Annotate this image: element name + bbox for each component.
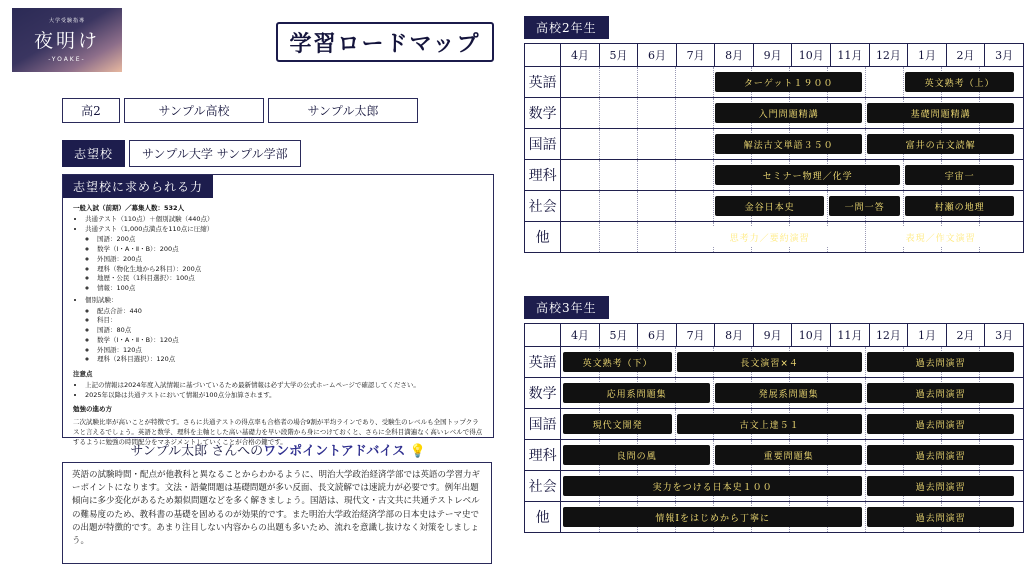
- grid-divider: [599, 191, 600, 221]
- roadmap-bar: 情報Ⅰをはじめから丁寧に: [563, 507, 862, 527]
- subject-label: 理科: [525, 160, 561, 191]
- subject-label: 数学: [525, 98, 561, 129]
- month-header: 9月: [753, 324, 792, 347]
- table-row: [525, 440, 1024, 471]
- corner-cell: [525, 44, 561, 67]
- logo-romanization: -YOAKE-: [48, 56, 86, 63]
- grid-divider: [903, 67, 904, 97]
- table-row: [525, 160, 1024, 191]
- grid-divider: [865, 502, 866, 532]
- month-header: 6月: [638, 44, 677, 67]
- subject-lane: [561, 129, 1024, 160]
- grid-divider: [865, 222, 866, 252]
- subject-lane: [561, 347, 1024, 378]
- grid-divider: [713, 98, 714, 128]
- list-item: ◦ 数学（Ⅰ・A・Ⅱ・B）：200点: [97, 245, 483, 255]
- grid-divider: [865, 471, 866, 501]
- subject-label: 他: [525, 502, 561, 533]
- list-item: ◦ 科目：: [97, 316, 483, 326]
- student-grade: 高2: [62, 98, 120, 123]
- roadmap-bar: 基礎問題精講: [867, 103, 1014, 123]
- grid-divider: [713, 191, 714, 221]
- grid-divider: [675, 67, 676, 97]
- month-header: 5月: [599, 324, 638, 347]
- month-header: 10月: [792, 44, 831, 67]
- roadmap-bar: 過去問演習: [867, 507, 1014, 527]
- roadmap-bar: 英文熟考（下）: [563, 352, 672, 372]
- roadmap-bar: 金谷日本史: [715, 196, 824, 216]
- aspiration-value: サンプル大学 サンプル学部: [129, 140, 301, 167]
- month-header: 1月: [908, 324, 947, 347]
- requirements-heading: 志望校に求められる力: [63, 175, 213, 198]
- grid-divider: [827, 191, 828, 221]
- grid-divider: [713, 440, 714, 470]
- subject-label: 国語: [525, 409, 561, 440]
- grid-divider: [713, 67, 714, 97]
- subject-lane: [561, 409, 1024, 440]
- subject-lane: [561, 160, 1024, 191]
- advice-title: [62, 440, 494, 459]
- requirements-sub-bullets: [85, 235, 483, 294]
- grid-divider: [599, 222, 600, 252]
- list-item: ◦ 数学（Ⅰ・A・Ⅱ・B）：120点: [97, 336, 483, 346]
- month-header: 2月: [946, 44, 985, 67]
- table-row: [525, 129, 1024, 160]
- table-header-row: [525, 44, 1024, 67]
- roadmap-bar: 長文演習×４: [677, 352, 862, 372]
- table-row: [525, 67, 1024, 98]
- notes-heading: 注意点: [73, 370, 93, 378]
- subject-label: 数学: [525, 378, 561, 409]
- list-item: ◦ 情報：100点: [97, 284, 483, 294]
- subject-label: 英語: [525, 67, 561, 98]
- grid-divider: [713, 160, 714, 190]
- roadmap-table: [524, 323, 1024, 533]
- aspiration-row: [62, 140, 301, 167]
- subject-lane: [561, 98, 1024, 129]
- roadmap-bar: 入門問題精講: [715, 103, 862, 123]
- list-item: ◦ 外国語：120点: [97, 346, 483, 356]
- requirements-panel: [62, 174, 494, 446]
- table-header-row: [525, 324, 1024, 347]
- list-item: • 共通テスト（1,000点満点を110点に圧縮）: [85, 225, 483, 235]
- roadmap-bar: 重要問題集: [715, 445, 862, 465]
- advice-title-mid: さんへの: [211, 444, 264, 459]
- roadmap-table: [524, 43, 1024, 253]
- roadmap-bar: 英文熟考（上）: [905, 72, 1014, 92]
- grid-divider: [865, 129, 866, 159]
- roadmap-label: 高校2年生: [524, 16, 609, 39]
- subject-label: 国語: [525, 129, 561, 160]
- grid-divider: [599, 98, 600, 128]
- grid-divider: [675, 222, 676, 252]
- month-header: 7月: [676, 44, 715, 67]
- grid-divider: [675, 347, 676, 377]
- grid-divider: [675, 191, 676, 221]
- month-header: 4月: [561, 324, 600, 347]
- grid-divider: [637, 129, 638, 159]
- grid-divider: [865, 347, 866, 377]
- grid-divider: [865, 67, 866, 97]
- corner-cell: [525, 324, 561, 347]
- month-header: 7月: [676, 324, 715, 347]
- lightbulb-icon: 💡: [409, 444, 426, 459]
- grid-divider: [903, 191, 904, 221]
- logo-title: 夜明け: [33, 30, 100, 52]
- roadmap-grade3: [524, 296, 1024, 533]
- roadmap-bar: 古文上達５１: [677, 414, 862, 434]
- list-item: • 2025年以降は共通テストにおいて情報が100点分加算されます。: [85, 391, 483, 401]
- grid-divider: [865, 409, 866, 439]
- roadmap-bar: 村瀬の地理: [905, 196, 1014, 216]
- logo-subtitle: 大学受験指導: [48, 18, 85, 24]
- grid-divider: [637, 98, 638, 128]
- roadmap-bar: 解法古文単語３５０: [715, 134, 862, 154]
- requirements-bullets: [73, 215, 483, 365]
- list-item: • 個別試験：: [85, 296, 483, 306]
- roadmap-bar: 思考力／要約演習: [677, 227, 862, 247]
- subject-lane: [561, 191, 1024, 222]
- month-header: 6月: [638, 324, 677, 347]
- month-header: 12月: [869, 324, 908, 347]
- grid-divider: [675, 129, 676, 159]
- table-row: [525, 502, 1024, 533]
- roadmap-bar: 過去問演習: [867, 445, 1014, 465]
- month-header: 5月: [599, 44, 638, 67]
- aspiration-label: 志望校: [62, 140, 125, 167]
- table-row: [525, 222, 1024, 253]
- list-item: ◦ 国語：80点: [97, 326, 483, 336]
- month-header: 8月: [715, 44, 754, 67]
- roadmap-bar: 実力をつける日本史１００: [563, 476, 862, 496]
- list-item: ◦ 理科（物化生地から2科目）：200点: [97, 265, 483, 275]
- roadmap-bar: 良問の風: [563, 445, 710, 465]
- month-header: 3月: [985, 44, 1024, 67]
- list-item: • 共通テスト（110点）＋個別試験（440点）: [85, 215, 483, 225]
- advice-student-name: サンプル太郎: [130, 444, 208, 459]
- subject-lane: [561, 440, 1024, 471]
- grid-divider: [713, 378, 714, 408]
- grid-divider: [865, 378, 866, 408]
- grid-divider: [637, 191, 638, 221]
- month-header: 1月: [908, 44, 947, 67]
- roadmap-label: 高校3年生: [524, 296, 609, 319]
- student-name: サンプル太郎: [268, 98, 418, 123]
- month-header: 10月: [792, 324, 831, 347]
- notes-list: [73, 381, 483, 401]
- roadmap-bar: 現代文開発: [563, 414, 672, 434]
- month-header: 11月: [831, 44, 870, 67]
- table-row: [525, 98, 1024, 129]
- roadmap-bar: 過去問演習: [867, 476, 1014, 496]
- subject-lane: [561, 67, 1024, 98]
- roadmap-grade2: [524, 16, 1024, 253]
- month-header: 2月: [946, 324, 985, 347]
- roadmap-bar: 発展系問題集: [715, 383, 862, 403]
- month-header: 3月: [985, 324, 1024, 347]
- grid-divider: [675, 409, 676, 439]
- roadmap-bar: 富井の古文読解: [867, 134, 1014, 154]
- roadmap-bar: ターゲット１９００: [715, 72, 862, 92]
- roadmap-bar: 応用系問題集: [563, 383, 710, 403]
- roadmap-bar: 宇宙一: [905, 165, 1014, 185]
- roadmap-bar: 表現／作文演習: [867, 227, 1014, 247]
- roadmap-bar: セミナー物理／化学: [715, 165, 900, 185]
- list-item: ◦ 配点合計：440: [97, 307, 483, 317]
- grid-divider: [637, 67, 638, 97]
- list-item: • 上記の情報は2024年度入試情報に基づいているため最新情報は必ず大学の公式ホームページで確認してください。: [85, 381, 483, 391]
- list-item: ◦ 外国語：200点: [97, 255, 483, 265]
- subject-lane: [561, 502, 1024, 533]
- table-row: [525, 378, 1024, 409]
- roadmap-bar: 過去問演習: [867, 352, 1014, 372]
- month-header: 4月: [561, 44, 600, 67]
- advice-title-highlight: ワンポイントアドバイス: [263, 444, 406, 459]
- subject-label: 社会: [525, 471, 561, 502]
- month-header: 12月: [869, 44, 908, 67]
- grid-divider: [637, 160, 638, 190]
- month-header: 11月: [831, 324, 870, 347]
- table-row: [525, 191, 1024, 222]
- subject-label: 他: [525, 222, 561, 253]
- requirements-body: [63, 198, 493, 453]
- method-heading: 勉強の進め方: [73, 405, 112, 414]
- month-header: 8月: [715, 324, 754, 347]
- page-title: 学習ロードマップ: [276, 22, 494, 62]
- subject-lane: [561, 222, 1024, 253]
- roadmap-bar: 過去問演習: [867, 414, 1014, 434]
- brand-logo: [12, 8, 122, 72]
- grid-divider: [599, 129, 600, 159]
- grid-divider: [599, 160, 600, 190]
- table-row: [525, 409, 1024, 440]
- subject-lane: [561, 378, 1024, 409]
- subject-label: 理科: [525, 440, 561, 471]
- grid-divider: [637, 222, 638, 252]
- grid-divider: [599, 67, 600, 97]
- method-text: 二次試験比率が高いことが特徴です。さらに共通テストの得点率も合格者の場合9割が平均ラインであり、受験生のレベルも全国トップクラスと言えるでしょう。英語と数学、理科を主軸とした高い基礎力を早い段階から身につけておくと、さらに全科目満遍なく高いレベルで得点するように勉強の時間配分をマネジメントしていくことが合格の鍵です。: [73, 418, 483, 446]
- grid-divider: [903, 160, 904, 190]
- month-header: 9月: [753, 44, 792, 67]
- student-school: サンプル高校: [124, 98, 264, 123]
- grid-divider: [675, 98, 676, 128]
- list-item: ◦ 国語：200点: [97, 235, 483, 245]
- list-item: ◦ 理科（2科目選択）：120点: [97, 355, 483, 365]
- list-item: ◦ 地歴・公民（1科目選択）：100点: [97, 274, 483, 284]
- grid-divider: [865, 98, 866, 128]
- grid-divider: [713, 129, 714, 159]
- requirements-individual-bullets: [85, 307, 483, 366]
- subject-lane: [561, 471, 1024, 502]
- grid-divider: [675, 160, 676, 190]
- table-row: [525, 347, 1024, 378]
- advice-body: 英語の試験時間・配点が他教科と異なることからわかるように、明治大学政治経済学部では英語の学習力ギーポイントになります。文法・語彙問題は基礎問題が多い反面、長文読解では速読力が必要です。例年出題傾向に多少変化があるため類似問題などを多く解きましょう。国語は、現代文・古文共に共通テストレベルの難易度のため、教科書の基礎を固めるのが効果的です。また明治大学政治経済学部の日本史はテーマ史での出題が特徴的です。あまり注目しない内容からの出題も多いため、流れを意識し抜けなく対策をしましょう。: [62, 462, 492, 564]
- roadmap-bar: 一問一答: [829, 196, 900, 216]
- table-row: [525, 471, 1024, 502]
- roadmap-bar: 過去問演習: [867, 383, 1014, 403]
- requirements-line1: 一般入試（前期）／募集人数：532人: [73, 204, 185, 212]
- grid-divider: [865, 440, 866, 470]
- subject-label: 英語: [525, 347, 561, 378]
- subject-label: 社会: [525, 191, 561, 222]
- student-info-row: [62, 98, 418, 123]
